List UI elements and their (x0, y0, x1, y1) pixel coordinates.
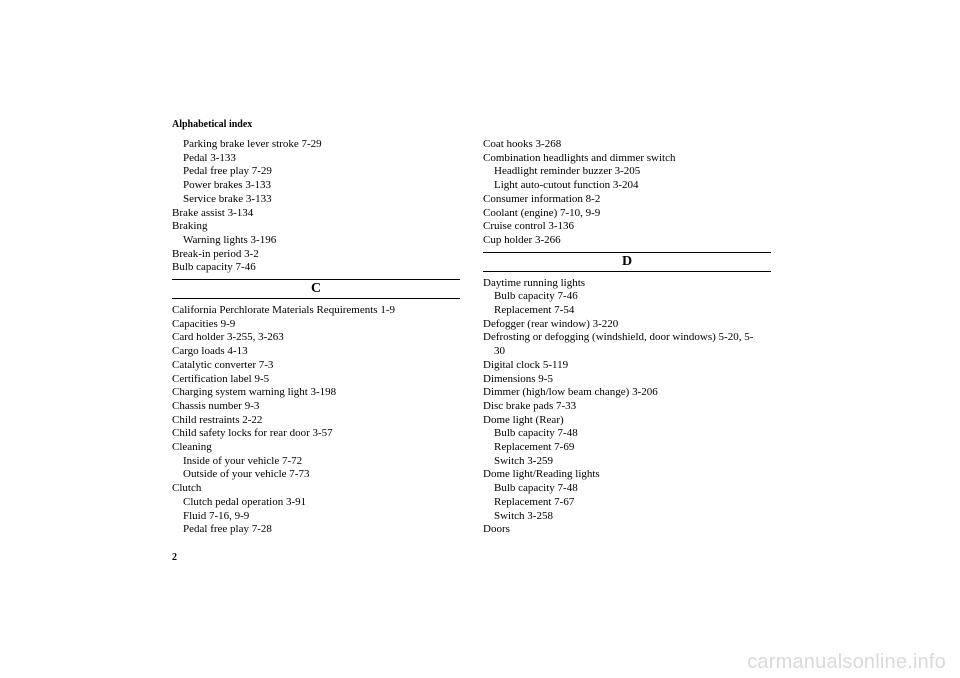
index-entry: Cup holder 3-266 (483, 233, 561, 246)
index-entry: Digital clock 5-119 (483, 358, 569, 371)
index-subentry: Fluid 7-16, 9-9 (183, 509, 250, 522)
index-subentry: Bulb capacity 7-48 (494, 482, 578, 495)
index-subentry: Clutch pedal operation 3-91 (183, 495, 307, 508)
index-entry: Disc brake pads 7-33 (483, 399, 577, 412)
index-entry: 30 (494, 345, 505, 358)
index-entry: Daytime running lights (483, 276, 586, 289)
index-column-right (483, 138, 771, 537)
index-entry: California Perchlorate Materials Requirements 1-9 (172, 304, 395, 317)
watermark: carmanualsonline.info (747, 651, 946, 673)
index-entry: Dome light/Reading lights (483, 468, 600, 481)
index-entry: Defrosting or defogging (windshield, door windows) 5-20, 5- (483, 331, 754, 344)
index-subentry: Pedal 3-133 (183, 151, 236, 164)
section-letter-d: D (483, 252, 771, 272)
index-entry: Defogger (rear window) 3-220 (483, 317, 619, 330)
index-entry: Coat hooks 3-268 (483, 138, 562, 150)
index-entry: Clutch (172, 482, 202, 495)
index-subentry: Pedal free play 7-29 (183, 165, 272, 178)
index-subentry: Bulb capacity 7-46 (494, 290, 578, 303)
index-subentry: Inside of your vehicle 7-72 (183, 454, 303, 467)
index-entry: Doors (483, 523, 510, 536)
index-subentry: Warning lights 3-196 (183, 233, 277, 246)
index-entry: Coolant (engine) 7-10, 9-9 (483, 206, 601, 219)
index-subentry: Bulb capacity 7-48 (494, 427, 578, 440)
index-entry: Catalytic converter 7-3 (172, 358, 274, 371)
index-subentry: Replacement 7-54 (494, 304, 575, 317)
index-entry: Dimmer (high/low beam change) 3-206 (483, 386, 658, 399)
index-column-left (172, 138, 460, 537)
index-subentry: Switch 3-258 (494, 509, 553, 522)
index-entry: Charging system warning light 3-198 (172, 386, 337, 399)
page-header: Alphabetical index (172, 119, 253, 130)
index-subentry: Power brakes 3-133 (183, 179, 271, 192)
section-letter-c: C (172, 279, 460, 299)
index-entry: Bulb capacity 7-46 (172, 261, 256, 274)
index-subentry: Switch 3-259 (494, 454, 553, 467)
index-entry: Certification label 9-5 (172, 372, 270, 385)
index-subentry: Outside of your vehicle 7-73 (183, 468, 310, 481)
index-entry: Consumer information 8-2 (483, 192, 601, 205)
index-entry: Brake assist 3-134 (172, 206, 254, 219)
index-subentry: Light auto-cutout function 3-204 (494, 179, 639, 192)
index-entry: Dome light (Rear) (483, 413, 564, 426)
index-entry: Cleaning (172, 441, 212, 454)
index-subentry: Replacement 7-69 (494, 441, 575, 454)
index-entry: Cargo loads 4-13 (172, 345, 248, 358)
page-number: 2 (172, 552, 177, 563)
index-subentry: Headlight reminder buzzer 3-205 (494, 165, 641, 178)
index-entry: Capacities 9-9 (172, 317, 236, 330)
index-entry: Combination headlights and dimmer switch (483, 151, 676, 164)
index-entry: Braking (172, 220, 208, 233)
index-subentry: Replacement 7-67 (494, 495, 575, 508)
index-entry: Child restraints 2-22 (172, 413, 263, 426)
index-entry: Chassis number 9-3 (172, 399, 260, 412)
index-subentry: Service brake 3-133 (183, 192, 272, 205)
index-entry: Dimensions 9-5 (483, 372, 553, 385)
index-entry: Cruise control 3-136 (483, 220, 575, 233)
index-entry: Break-in period 3-2 (172, 247, 259, 260)
index-subentry: Parking brake lever stroke 7-29 (183, 138, 322, 150)
index-entry: Card holder 3-255, 3-263 (172, 331, 284, 344)
index-entry: Child safety locks for rear door 3-57 (172, 427, 333, 440)
index-subentry: Pedal free play 7-28 (183, 523, 272, 536)
